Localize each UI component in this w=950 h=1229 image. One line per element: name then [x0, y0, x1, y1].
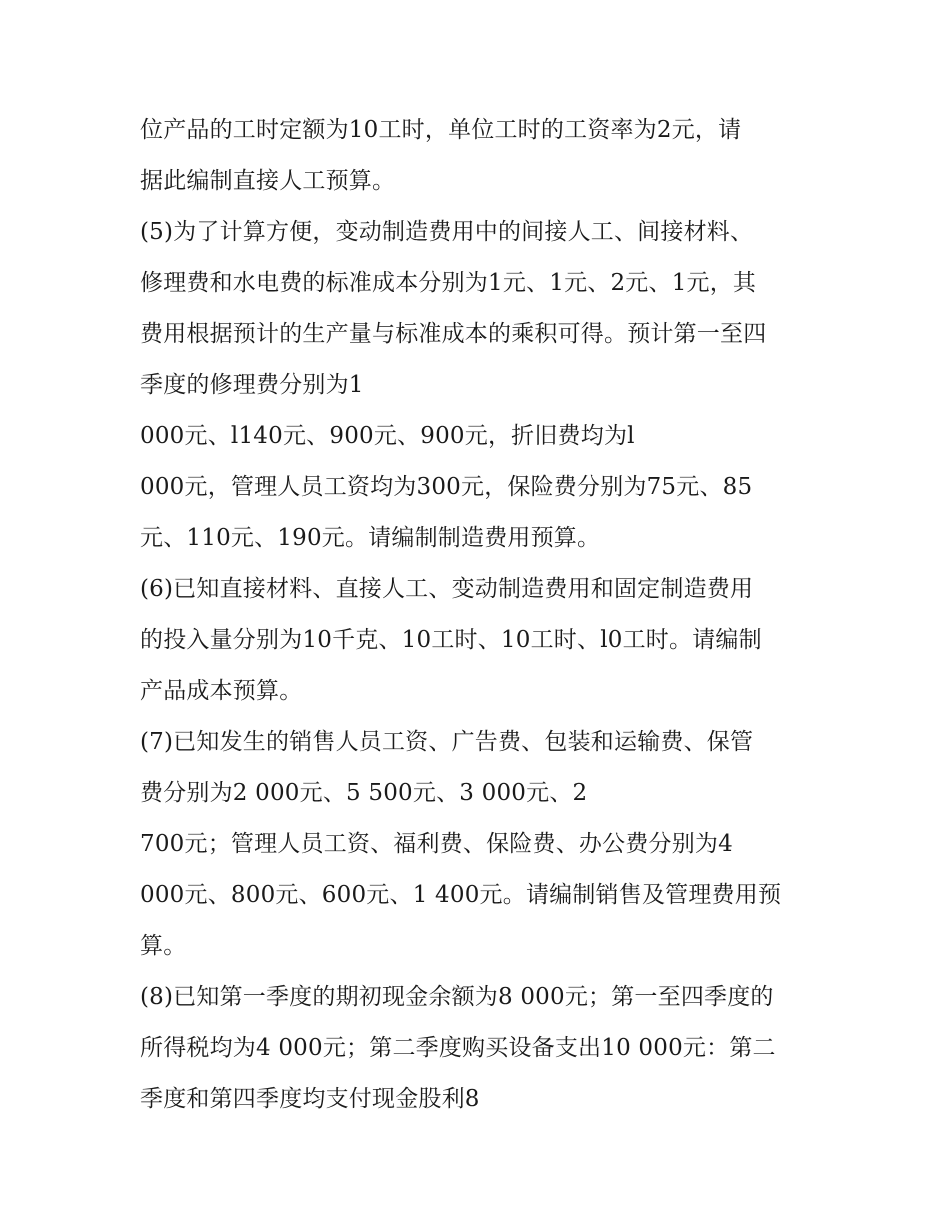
text-line: 700元；管理人员工资、福利费、保险费、办公费分别为4 — [140, 831, 733, 857]
text-line: 费用根据预计的生产量与标准成本的乘积可得。预计第一至四 — [140, 321, 767, 347]
text-line: 所得税均为4 000元；第二季度购买设备支出10 000元：第二 — [140, 1035, 776, 1061]
text-line: 费分别为2 000元、5 500元、3 000元、2 — [140, 780, 588, 806]
text-line: 元、110元、190元。请编制制造费用预算。 — [140, 525, 601, 551]
text-line: (6)已知直接材料、直接人工、变动制造费用和固定制造费用 — [140, 576, 754, 602]
text-line: 产品成本预算。 — [140, 678, 303, 704]
text-line: 据此编制直接人工预算。 — [140, 168, 396, 194]
text-line: (8)已知第一季度的期初现金余额为8 000元；第一至四季度的 — [140, 984, 774, 1010]
text-line: (7)已知发生的销售人员工资、广告费、包装和运输费、保管 — [140, 729, 754, 755]
text-line: 修理费和水电费的标准成本分别为1元、1元、2元、1元，其 — [140, 270, 757, 296]
text-line: 算。 — [140, 933, 187, 959]
text-line: (5)为了计算方便，变动制造费用中的间接人工、间接材料、 — [140, 219, 754, 245]
text-line: 季度和第四季度均支付现金股利8 — [140, 1086, 480, 1112]
text-line: 位产品的工时定额为10工时，单位工时的工资率为2元，请 — [140, 117, 742, 143]
text-line: 000元，管理人员工资均为300元，保险费分别为75元、85 — [140, 474, 753, 500]
text-line: 季度的修理费分别为1 — [140, 372, 364, 398]
text-line: 的投入量分别为10千克、10工时、10工时、l0工时。请编制 — [140, 627, 762, 653]
text-line: 000元、l140元、900元、900元，折旧费均为l — [140, 423, 635, 449]
text-line: 000元、800元、600元、1 400元。请编制销售及管理费用预 — [140, 882, 782, 908]
body-text — [140, 105, 820, 1125]
